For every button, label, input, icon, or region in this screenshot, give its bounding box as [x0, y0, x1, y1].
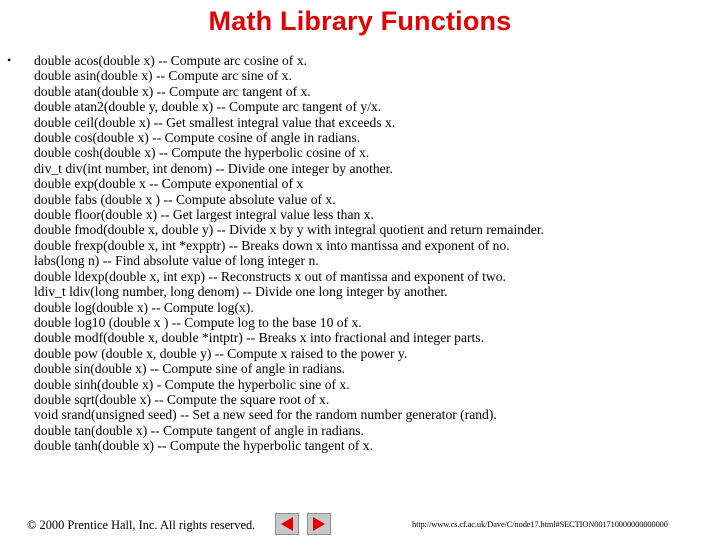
function-line: double fmod(double x, double y) -- Divide x by y with integral quotient and return remainder.: [34, 222, 545, 238]
function-line: double tan(double x) -- Compute tangent of angle in radians.: [34, 422, 364, 438]
function-line: double sin(double x) -- Compute sine of angle in radians.: [34, 361, 346, 377]
function-line: double log10 (double x ) -- Compute log to the base 10 of x.: [34, 314, 362, 330]
function-line: double floor(double x) -- Get largest integral value less than x.: [34, 207, 374, 223]
function-line: double ldexp(double x, int exp) -- Reconstructs x out of mantissa and exponent of two.: [34, 268, 506, 284]
function-line: void srand(unsigned seed) -- Set a new seed for the random number generator (rand).: [34, 407, 497, 423]
next-slide-button[interactable]: [307, 513, 331, 535]
function-line: double asin(double x) -- Compute arc sine of x.: [34, 68, 292, 84]
previous-slide-button[interactable]: [275, 513, 299, 535]
function-line: double frexp(double x, int *expptr) -- Breaks down x into mantissa and exponent of no.: [34, 237, 510, 253]
bullet-marker: •: [7, 53, 12, 67]
slide-title: Math Library Functions: [208, 6, 512, 36]
function-line: double sinh(double x) - Compute the hyperbolic sine of x.: [34, 376, 350, 392]
function-line: double atan2(double y, double x) -- Compute arc tangent of y/x.: [34, 99, 382, 115]
function-line: double log(double x) -- Compute log(x).: [34, 299, 254, 315]
function-line: double modf(double x, double *intptr) -- Breaks x into fractional and integer parts.: [34, 330, 484, 346]
function-line: ldiv_t ldiv(long number, long denom) -- Divide one long integer by another.: [34, 284, 448, 300]
function-line: double tanh(double x) -- Compute the hyperbolic tangent of x.: [34, 438, 374, 454]
function-line: div_t div(int number, int denom) -- Divide one integer by another.: [34, 160, 393, 176]
function-line: double sqrt(double x) -- Compute the square root of x.: [34, 391, 330, 407]
function-line: double ceil(double x) -- Get smallest integral value that exceeds x.: [34, 114, 396, 130]
function-list: [34, 53, 544, 454]
function-line: double acos(double x) -- Compute arc cosine of x.: [34, 53, 307, 68]
function-line: labs(long n) -- Find absolute value of long integer n.: [34, 253, 319, 269]
copyright-notice: © 2000 Prentice Hall, Inc. All rights reserved.: [27, 518, 256, 532]
triangle-right-icon: [308, 514, 330, 534]
function-line: double cos(double x) -- Compute cosine of angle in radians.: [34, 130, 361, 146]
function-line: double pow (double x, double y) -- Compute x raised to the power y.: [34, 345, 408, 361]
function-line: double fabs (double x ) -- Compute absolute value of x.: [34, 191, 336, 207]
source-url[interactable]: http://www.cs.cf.ac.uk/Dave/C/node17.html#SECTION001710000000000000: [412, 520, 668, 529]
triangle-left-icon: [276, 514, 298, 534]
function-line: double cosh(double x) -- Compute the hyperbolic cosine of x.: [34, 145, 370, 161]
function-line: double exp(double x -- Compute exponential of x: [34, 176, 304, 192]
function-line: double atan(double x) -- Compute arc tangent of x.: [34, 83, 311, 99]
